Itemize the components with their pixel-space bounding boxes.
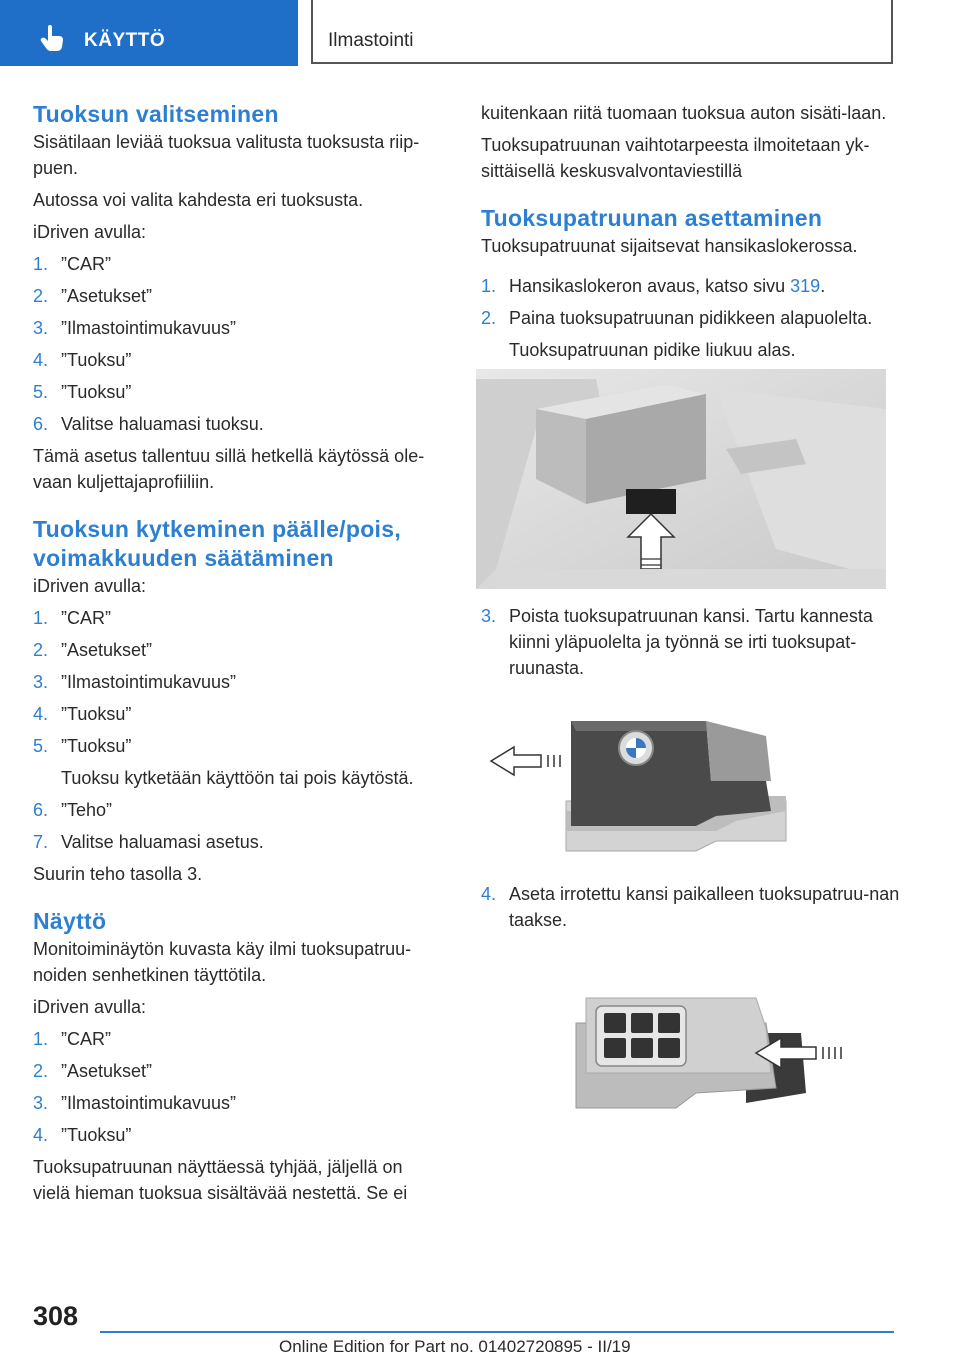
chapter-title: Ilmastointi bbox=[328, 30, 414, 51]
footer-divider bbox=[100, 1331, 894, 1333]
list-item bbox=[33, 605, 443, 631]
step-number: 1. bbox=[33, 608, 49, 628]
paragraph: Sisätilaan leviää tuoksua valitusta tuoksusta riip-puen. bbox=[33, 132, 420, 178]
step-text: ”Tuoksu” bbox=[61, 1125, 132, 1145]
step-number: 4. bbox=[33, 704, 49, 724]
step-text: Aseta irrotettu kansi paikalleen tuoksupatruu-nan taakse. bbox=[509, 884, 900, 930]
steps-list bbox=[481, 881, 911, 933]
paragraph: Tuoksupatruunan näyttäessä tyhjää, jäljellä on vielä hieman tuoksua sisältävää nestettä. Se ei bbox=[33, 1157, 408, 1203]
step-text: ”Asetukset” bbox=[61, 286, 153, 306]
step-subtext: Tuoksupatruunan pidike liukuu alas. bbox=[509, 340, 796, 360]
step-text: ”CAR” bbox=[61, 254, 111, 274]
page-number: 308 bbox=[33, 1301, 79, 1331]
list-item bbox=[33, 347, 443, 373]
section-title: KÄYTTÖ bbox=[84, 30, 166, 51]
step-text: Paina tuoksupatruunan pidikkeen alapuolelta. bbox=[509, 308, 873, 328]
paragraph: kuitenkaan riitä tuomaan tuoksua auton sisäti-laan. bbox=[481, 103, 887, 123]
section-heading: Tuoksupatruunan asettaminen bbox=[481, 205, 823, 231]
list-item bbox=[33, 251, 443, 277]
step-number: 3. bbox=[33, 1093, 49, 1113]
step-number: 4. bbox=[33, 1125, 49, 1145]
cartridge-cover-illustration bbox=[486, 711, 806, 861]
step-text: ”Ilmastointimukavuus” bbox=[61, 1093, 237, 1113]
list-item bbox=[33, 829, 443, 855]
step-number: 4. bbox=[481, 884, 497, 904]
step-number: 1. bbox=[33, 1029, 49, 1049]
step-number: 6. bbox=[33, 800, 49, 820]
edition-note: Online Edition for Part no. 01402720895 - II/19 bbox=[279, 1337, 631, 1356]
step-number: 5. bbox=[33, 736, 49, 756]
paragraph: Autossa voi valita kahdesta eri tuoksusta. bbox=[33, 190, 364, 210]
list-item bbox=[33, 1026, 443, 1052]
step-text: ”CAR” bbox=[61, 608, 111, 628]
cover-placement-illustration bbox=[566, 978, 866, 1128]
steps-list bbox=[33, 251, 443, 437]
section-heading: Näyttö bbox=[33, 908, 107, 934]
list-item bbox=[33, 283, 443, 309]
section-tab bbox=[0, 0, 298, 66]
step-number: 3. bbox=[481, 606, 497, 626]
steps-list bbox=[481, 603, 911, 681]
paragraph: iDriven avulla: bbox=[33, 222, 147, 242]
steps-list bbox=[33, 605, 443, 855]
step-number: 5. bbox=[33, 382, 49, 402]
paragraph: Monitoiminäytön kuvasta käy ilmi tuoksupatruu-noiden senhetkinen täyttötila. bbox=[33, 939, 412, 985]
step-text: ”Tuoksu” bbox=[61, 736, 132, 756]
list-item bbox=[33, 411, 443, 437]
steps-list bbox=[481, 273, 911, 363]
step-text: ”Asetukset” bbox=[61, 1061, 153, 1081]
step-number: 4. bbox=[33, 350, 49, 370]
glovebox-illustration bbox=[476, 369, 886, 589]
step-text: Poista tuoksupatruunan kansi. Tartu kannesta kiinni yläpuolelta ja työnnä se irti tuoksupat-ruunasta. bbox=[509, 606, 873, 678]
step-text: ”Ilmastointimukavuus” bbox=[61, 318, 237, 338]
step-text: ”Ilmastointimukavuus” bbox=[61, 672, 237, 692]
paragraph: iDriven avulla: bbox=[33, 576, 147, 596]
paragraph: Tuoksupatruunan vaihtotarpeesta ilmoitetaan yk-sittäisellä keskusvalvontaviestillä bbox=[481, 135, 870, 181]
step-text: ”Teho” bbox=[61, 800, 113, 820]
step-subtext: Tuoksu kytketään käyttöön tai pois käytöstä. bbox=[61, 768, 414, 788]
step-number: 3. bbox=[33, 672, 49, 692]
step-number: 2. bbox=[33, 640, 49, 660]
step-number: 2. bbox=[33, 1061, 49, 1081]
paragraph: iDriven avulla: bbox=[33, 997, 147, 1017]
section-heading bbox=[33, 515, 443, 573]
step-number: 1. bbox=[481, 276, 497, 296]
list-item bbox=[33, 379, 443, 405]
right-column bbox=[481, 100, 911, 1128]
list-item bbox=[33, 637, 443, 663]
step-number: 1. bbox=[33, 254, 49, 274]
step-text: Hansikaslokeron avaus, katso sivu bbox=[509, 276, 791, 296]
paragraph: Suurin teho tasolla 3. bbox=[33, 864, 203, 884]
step-number: 3. bbox=[33, 318, 49, 338]
step-number: 6. bbox=[33, 414, 49, 434]
step-text-end: . bbox=[820, 276, 826, 296]
list-item bbox=[481, 881, 911, 933]
list-item bbox=[33, 797, 443, 823]
list-item bbox=[33, 669, 443, 695]
list-item bbox=[33, 1090, 443, 1116]
list-item bbox=[33, 733, 443, 791]
chapter-tab bbox=[311, 0, 893, 64]
list-item bbox=[33, 701, 443, 727]
step-text: ”Asetukset” bbox=[61, 640, 153, 660]
paragraph: Tuoksupatruunat sijaitsevat hansikaslokerossa. bbox=[481, 236, 858, 256]
steps-list bbox=[33, 1026, 443, 1148]
step-text: ”Tuoksu” bbox=[61, 704, 132, 724]
step-text: ”Tuoksu” bbox=[61, 382, 132, 402]
heading-line: Tuoksun kytkeminen päälle/pois, bbox=[33, 516, 402, 542]
step-text: ”Tuoksu” bbox=[61, 350, 132, 370]
step-text: Valitse haluamasi tuoksu. bbox=[61, 414, 264, 434]
heading-line: voimakkuuden säätäminen bbox=[33, 545, 334, 571]
step-text: ”CAR” bbox=[61, 1029, 111, 1049]
left-column bbox=[33, 100, 443, 1206]
step-number: 2. bbox=[481, 308, 497, 328]
list-item bbox=[33, 1058, 443, 1084]
step-text: Valitse haluamasi asetus. bbox=[61, 832, 264, 852]
paragraph: Tämä asetus tallentuu sillä hetkellä käytössä ole-vaan kuljettajaprofiiliin. bbox=[33, 446, 425, 492]
section-heading: Tuoksun valitseminen bbox=[33, 101, 279, 127]
list-item bbox=[481, 305, 911, 363]
list-item bbox=[33, 315, 443, 341]
list-item bbox=[33, 1122, 443, 1148]
page-link[interactable]: 319 bbox=[790, 276, 821, 296]
hand-pointer-icon bbox=[40, 25, 64, 51]
list-item bbox=[481, 273, 911, 299]
list-item bbox=[481, 603, 911, 681]
step-number: 2. bbox=[33, 286, 49, 306]
step-number: 7. bbox=[33, 832, 49, 852]
